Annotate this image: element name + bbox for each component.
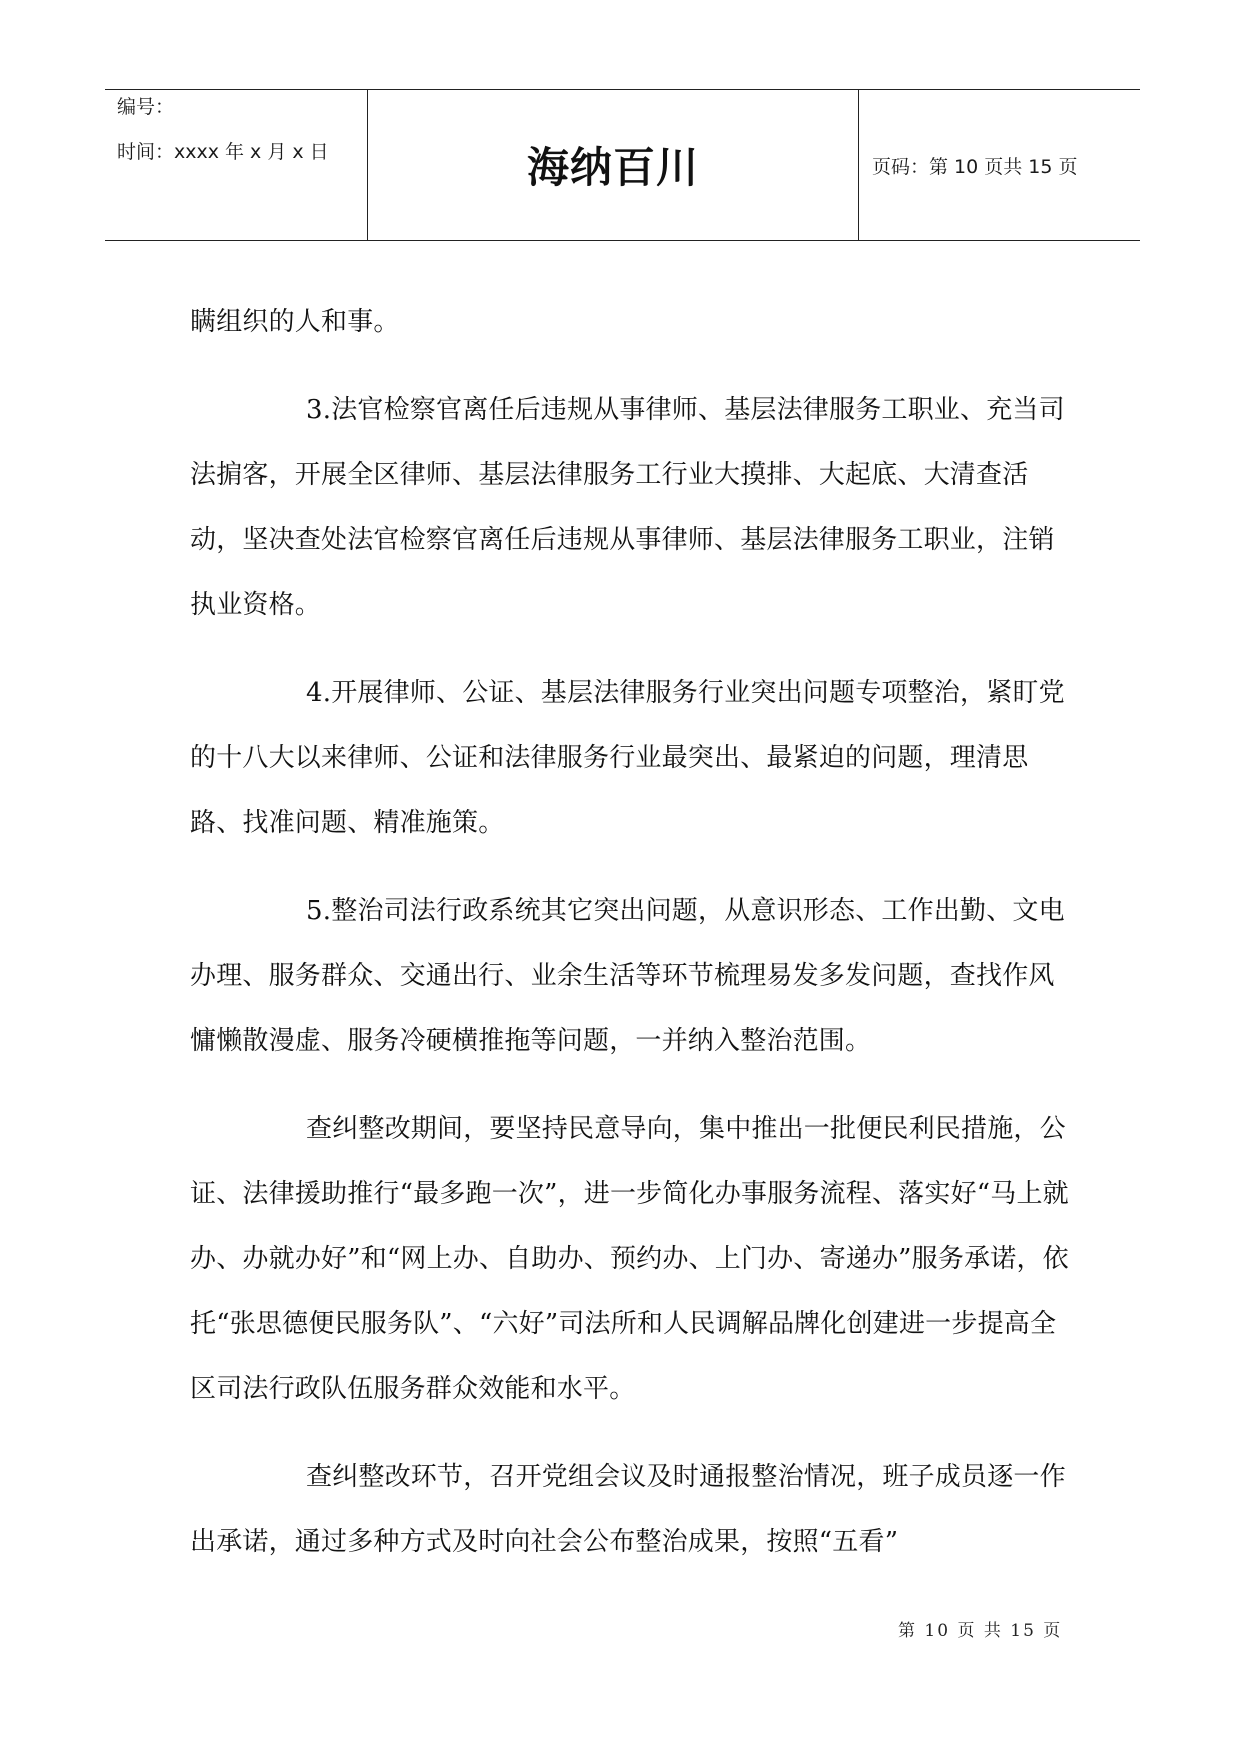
header-left-cell	[105, 90, 368, 240]
document-number-label: 编号：	[117, 96, 175, 118]
paragraph-item-5: 5.整治司法行政系统其它突出问题，从意识形态、工作出勤、文电办理、服务群众、交通出行、业余生活等环节梳理易发多发问题，查找作风慵懒散漫虚、服务冷硬横推拖等问题，一并纳入整治范围。	[190, 896, 1065, 1056]
document-title: 海纳百川	[526, 143, 699, 192]
document-header	[105, 89, 1140, 241]
header-page-label: 页码：第 10 页共 15 页	[872, 155, 1078, 178]
header-right-cell	[859, 90, 1140, 240]
document-time-label: 时间：xxxx 年 x 月 x 日	[117, 141, 329, 163]
paragraph-rectification-stage: 查纠整改环节，召开党组会议及时通报整治情况，班子成员逐一作出承诺，通过多种方式及时向社会公布整治成果，按照“五看”	[190, 1462, 1066, 1557]
paragraph-item-4: 4.开展律师、公证、基层法律服务行业突出问题专项整治，紧盯党的十八大以来律师、公证和法律服务行业最突出、最紧迫的问题，理清思路、找准问题、精准施策。	[190, 678, 1065, 838]
paragraph-rectification-period: 查纠整改期间，要坚持民意导向，集中推出一批便民利民措施，公证、法律援助推行“最多跑一次”，进一步简化办事服务流程、落实好“马上就办、办就办好”和“网上办、自助办、预约办、上门办、寄递办”服务承诺，依托“张思德便民服务队”、“六好”司法所和人民调解品牌化创建进一步提高全区司法行政队伍服务群众效能和水平。	[190, 1114, 1069, 1404]
paragraph-continued: 瞒组织的人和事。	[190, 307, 400, 337]
header-center-cell	[368, 90, 859, 240]
paragraph-item-3: 3.法官检察官离任后违规从事律师、基层法律服务工职业、充当司法掮客，开展全区律师、基层法律服务工行业大摸排、大起底、大清查活动，坚决查处法官检察官离任后违规从事律师、基层法律服务工职业，注销执业资格。	[190, 395, 1065, 620]
page-footer: 第 10 页 共 15 页	[898, 1621, 1063, 1641]
document-body	[190, 290, 1070, 1575]
